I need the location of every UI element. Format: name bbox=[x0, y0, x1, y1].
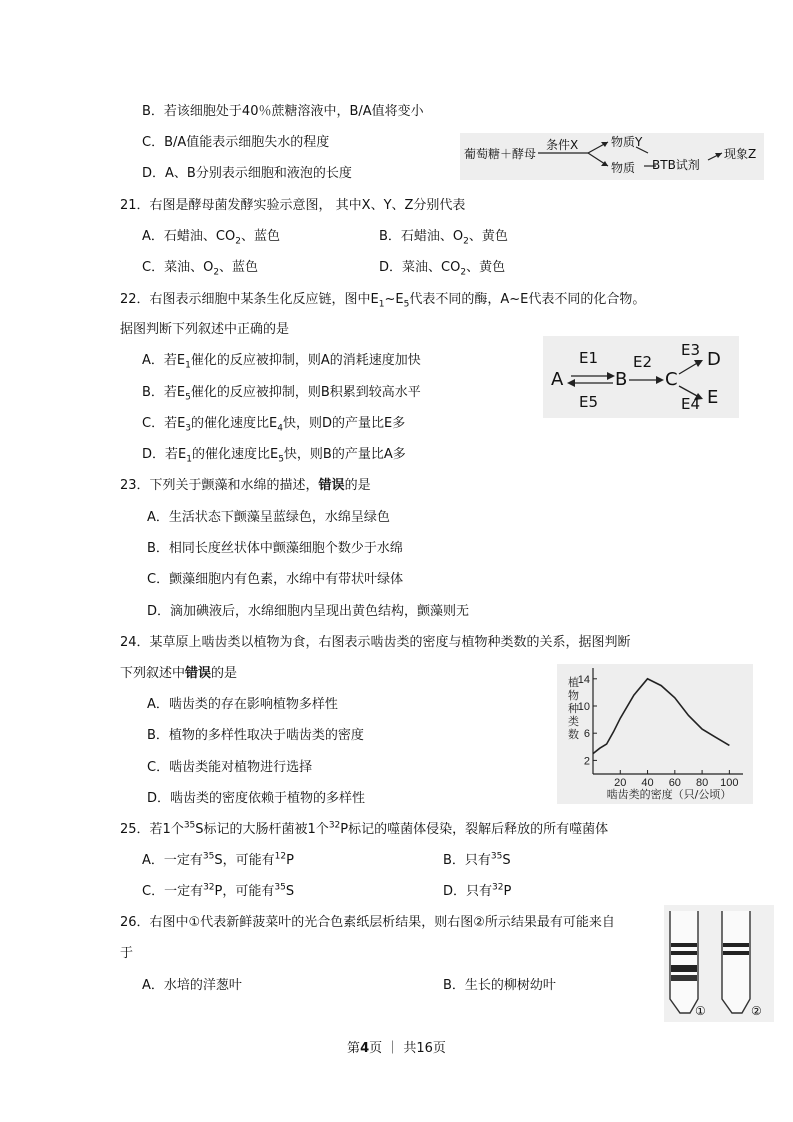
x-tick-label: 40 bbox=[641, 777, 654, 789]
enzyme-e3: E3 bbox=[681, 341, 701, 359]
node-b: B bbox=[615, 369, 628, 390]
enzyme-e4: E4 bbox=[681, 395, 701, 413]
q20-option-b: B．若该细胞处于40％蔗糖溶液中，B/A值将变小 bbox=[142, 104, 424, 119]
x-tick-label: 60 bbox=[668, 777, 681, 789]
y-tick-label: 10 bbox=[577, 701, 590, 713]
phenomenon-z-label: 现象Z bbox=[724, 147, 757, 161]
q23-option-a: A．生活状态下颤藻呈蓝绿色，水绵呈绿色 bbox=[147, 510, 390, 525]
enzyme-e5: E5 bbox=[579, 393, 599, 411]
x-axis-label: 啮齿类的密度（只/公顷） bbox=[606, 788, 732, 801]
q24-density-chart bbox=[557, 664, 753, 804]
q25-option-c: C．一定有$^{32}$P，可能有$^{35}$S bbox=[142, 882, 295, 899]
x-tick-label: 100 bbox=[720, 777, 739, 789]
y-tick-label: 2 bbox=[583, 755, 590, 768]
q20-option-d: D．A、B分别表示细胞和液泡的长度 bbox=[142, 166, 352, 181]
q23-option-b: B．相同长度丝状体中颤藻细胞个数少于水绵 bbox=[147, 541, 403, 556]
q23-option-d: D．滴加碘液后，水绵细胞内呈现出黄色结构，颤藻则无 bbox=[147, 604, 470, 619]
q24-option-c: C．啮齿类能对植物进行选择 bbox=[147, 760, 313, 775]
tube-label-1: ① bbox=[695, 1004, 706, 1018]
density-chart-svg bbox=[557, 664, 753, 804]
q23-stem: 23．下列关于颤藻和水绵的描述，错误的是 bbox=[120, 478, 371, 493]
q21-option-a: A．石蜡油、$CO_2$、蓝色 bbox=[142, 229, 280, 247]
q24-option-a: A．啮齿类的存在影响植物多样性 bbox=[147, 697, 338, 712]
btb-reagent-label: BTB试剂 bbox=[652, 158, 700, 172]
q24-option-d: D．啮齿类的密度依赖于植物的多样性 bbox=[147, 791, 366, 806]
substance-y-label: 物质Y bbox=[611, 135, 643, 149]
q24-stem-line2: 下列叙述中错误的是 bbox=[120, 666, 238, 681]
q25-option-b: B．只有$^{35}$S bbox=[443, 851, 511, 868]
y-tick-label: 6 bbox=[583, 728, 590, 741]
q22-option-d: D．若$E_1$的催化速度比$E_5$快，则B的产量比A多 bbox=[142, 447, 406, 465]
q23-option-c: C．颤藻细胞内有色素，水绵中有带状叶绿体 bbox=[147, 572, 404, 587]
substance-label: 物质 bbox=[611, 161, 636, 175]
q25-stem: 25．若1个$^{35}$S标记的大肠杆菌被1个$^{32}$P标记的噬菌体侵染，裂解后释放的所有噬菌体 bbox=[120, 820, 609, 837]
series-line-plant-species bbox=[593, 679, 729, 754]
node-c: C bbox=[665, 369, 678, 390]
q20-option-c: C．B/A值能表示细胞失水的程度 bbox=[142, 135, 330, 150]
tube-label-2: ② bbox=[751, 1004, 762, 1018]
q26-option-a: A．水培的洋葱叶 bbox=[142, 978, 242, 993]
q22-stem-line2: 据图判断下列叙述中正确的是 bbox=[120, 322, 290, 337]
q22-option-b: B．若$E_5$催化的反应被抑制，则B积累到较高水平 bbox=[142, 385, 421, 403]
enzyme-e1: E1 bbox=[579, 349, 599, 367]
q22-option-c: C．若$E_3$的催化速度比$E_4$快，则D的产量比E多 bbox=[142, 416, 406, 434]
node-d: D bbox=[707, 349, 721, 370]
q22-reaction-chain-figure bbox=[543, 336, 739, 418]
enzyme-e2: E2 bbox=[633, 353, 653, 371]
q21-option-c: C．菜油、$O_2$、蓝色 bbox=[142, 260, 259, 278]
q22-option-a: A．若$E_1$催化的反应被抑制，则A的消耗速度加快 bbox=[142, 353, 421, 371]
q22-stem-line1: 22．右图表示细胞中某条生化反应链，图中$E_1\sim E_5$代表不同的酶，A~E代表不同的化合物。 bbox=[120, 292, 646, 310]
q26-chromatography-figure bbox=[664, 905, 774, 1022]
q21-fermentation-figure bbox=[460, 133, 764, 180]
x-tick-label: 20 bbox=[614, 777, 627, 789]
q24-option-b: B．植物的多样性取决于啮齿类的密度 bbox=[147, 728, 364, 743]
node-a: A bbox=[551, 369, 564, 390]
y-tick-label: 14 bbox=[577, 673, 590, 686]
q21-option-d: D．菜油、$CO_2$、黄色 bbox=[379, 260, 506, 278]
q24-stem-line1: 24．某草原上啮齿类以植物为食，右图表示啮齿类的密度与植物种类数的关系，据图判断 bbox=[120, 635, 631, 650]
q21-stem: 21．右图是酵母菌发酵实验示意图， 其中X、Y、Z分别代表 bbox=[120, 198, 466, 213]
x-tick-label: 80 bbox=[695, 777, 709, 789]
q26-stem-line1: 26．右图中①代表新鲜菠菜叶的光合色素纸层析结果，则右图②所示结果最有可能来自 bbox=[120, 915, 615, 930]
condition-x-label: 条件X bbox=[546, 138, 579, 152]
page-footer: 第4页 ｜ 共16页 bbox=[347, 1041, 446, 1056]
q25-option-a: A．一定有$^{35}$S，可能有$^{12}$P bbox=[142, 851, 294, 868]
q25-option-d: D．只有$^{32}$P bbox=[443, 882, 512, 899]
node-e: E bbox=[707, 387, 719, 408]
glucose-yeast-label: 葡萄糖＋酵母 bbox=[464, 147, 537, 161]
q26-stem-line2: 于 bbox=[120, 946, 134, 961]
y-axis-label: 植物种类数 bbox=[568, 676, 579, 741]
q26-option-b: B．生长的柳树幼叶 bbox=[443, 978, 556, 993]
q21-option-b: B．石蜡油、$O_2$、黄色 bbox=[379, 229, 508, 247]
